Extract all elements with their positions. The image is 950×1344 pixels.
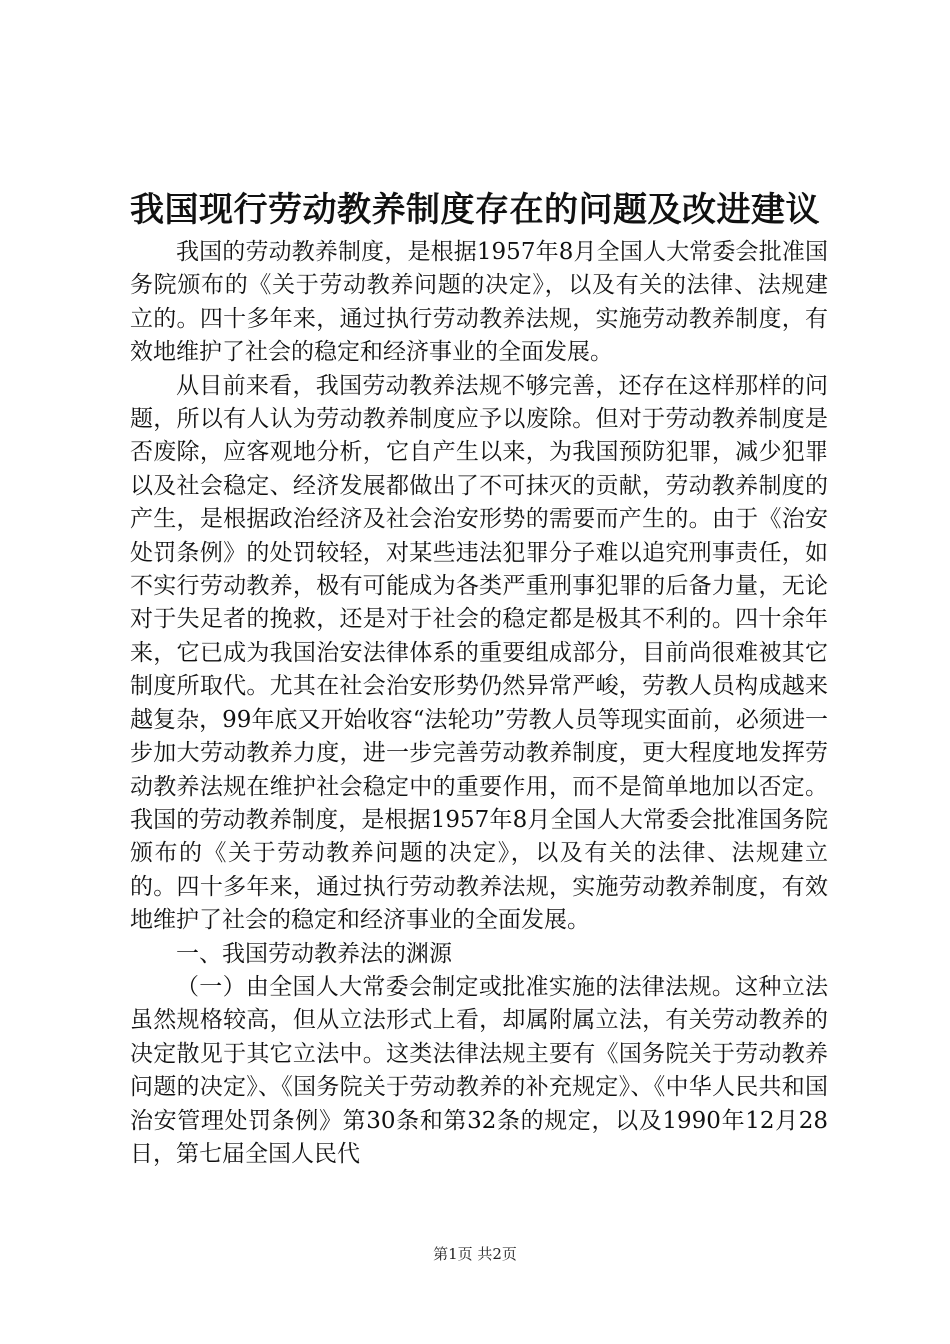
paragraph-intro: 我国的劳动教养制度，是根据1957年8月全国人大常委会批准国务院颁布的《关于劳动教养问题的决定》，以及有关的法律、法规建立的。四十多年来，通过执行劳动教养法规，实施劳动教养制度，有效地维护了社会的稳定和经济事业的全面发展。 (130, 239, 828, 366)
document-body (130, 236, 828, 1171)
section-heading: 一、我国劳动教养法的渊源 (176, 940, 452, 967)
document-title: 我国现行劳动教养制度存在的问题及改进建议 (130, 190, 820, 230)
paragraph-subsection-1: （一）由全国人大常委会制定或批准实施的法律法规。这种立法虽然规格较高，但从立法形式上看，却属附属立法，有关劳动教养的决定散见于其它立法中。这类法律法规主要有《国务院关于劳动教养问题的决定》、《国务院关于劳动教养的补充规定》、《中华人民共和国治安管理处罚条例》第30条和第32条的规定，以及1990年12月28日，第七届全国人民代 (130, 973, 828, 1167)
paragraph-analysis: 从目前来看，我国劳动教养法规不够完善，还存在这样那样的问题，所以有人认为劳动教养制度应予以废除。但对于劳动教养制度是否废除，应客观地分析，它自产生以来，为我国预防犯罪，减少犯罪以及社会稳定、经济发展都做出了不可抹灭的贡献，劳动教养制度的产生，是根据政治经济及社会治安形势的需要而产生的。由于《治安处罚条例》的处罚较轻，对某些违法犯罪分子难以追究刑事责任，如不实行劳动教养，极有可能成为各类严重刑事犯罪的后备力量，无论对于失足者的挽救，还是对于社会的稳定都是极其不利的。四十余年来，它已成为我国治安法律体系的重要组成部分，目前尚很难被其它制度所取代。尤其在社会治安形势仍然异常严峻，劳教人员构成越来越复杂，99年底又开始收容“法轮功”劳教人员等现实面前，必须进一步加大劳动教养力度，进一步完善劳动教养制度，更大程度地发挥劳动教养法规在维护社会稳定中的重要作用，而不是简单地加以否定。我国的劳动教养制度，是根据1957年8月全国人大常委会批准国务院颁布的《关于劳动教养问题的决定》，以及有关的法律、法规建立的。四十多年来，通过执行劳动教养法规，实施劳动教养制度，有效地维护了社会的稳定和经济事业的全面发展。 (130, 372, 828, 934)
page-footer: 第1页 共2页 (433, 1245, 517, 1263)
